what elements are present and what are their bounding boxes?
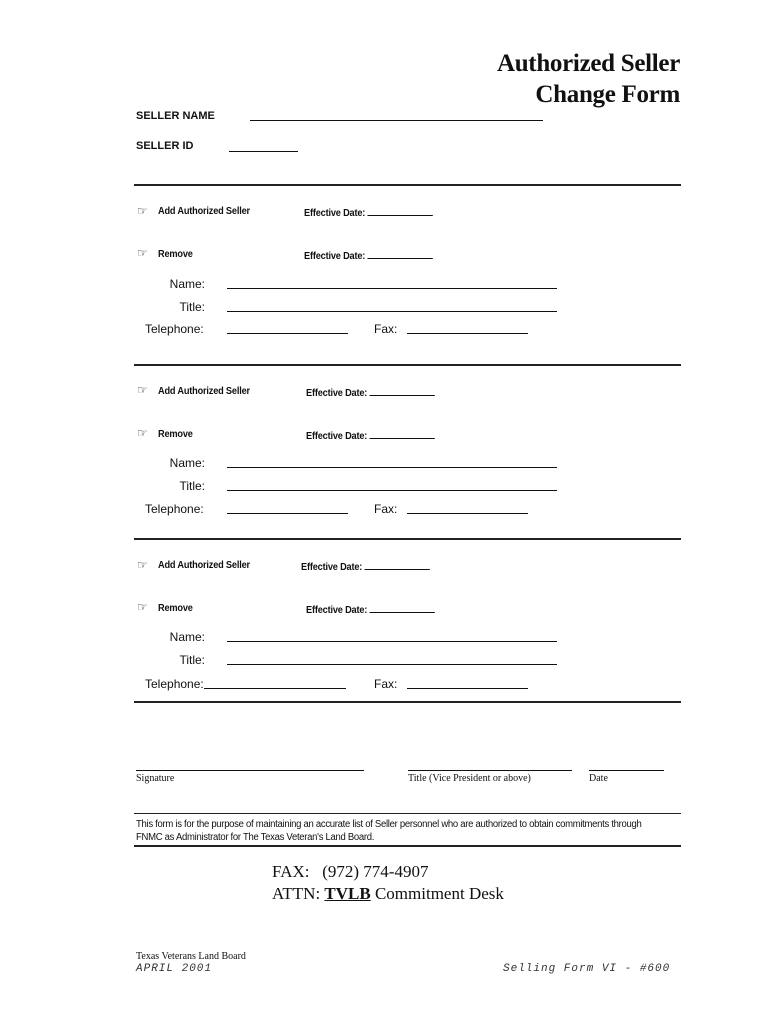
fax-label: Fax: <box>374 677 398 691</box>
effective-date-label: Effective Date: <box>301 560 430 573</box>
note-bottom-rule <box>134 845 681 847</box>
date-label: Date <box>589 773 608 784</box>
fax-label: Fax: <box>374 322 398 336</box>
signature-field[interactable] <box>136 770 364 771</box>
note-line-2: FNMC as Administrator for The Texas Veteran's Land Board. <box>136 832 375 843</box>
hand-pointer-icon[interactable]: ☞ <box>137 426 148 440</box>
effective-date-field[interactable] <box>368 249 433 259</box>
fax-number: (972) 774-4907 <box>322 862 429 881</box>
title-label: Title: <box>179 479 205 493</box>
section-divider <box>134 701 681 703</box>
hand-pointer-icon[interactable]: ☞ <box>137 558 148 572</box>
hand-pointer-icon[interactable]: ☞ <box>137 246 148 260</box>
fax-prefix: FAX: <box>272 862 310 881</box>
effective-date-field[interactable] <box>370 603 435 613</box>
signature-label: Signature <box>136 773 175 784</box>
date-field[interactable] <box>589 770 664 771</box>
effective-date-label: Effective Date: <box>306 603 435 616</box>
telephone-field[interactable] <box>204 688 346 689</box>
section-divider <box>134 184 681 186</box>
attn-desk: Commitment Desk <box>374 884 504 903</box>
note-line-1: This form is for the purpose of maintaining an accurate list of Seller personnel who are authorized to obtain commitments through <box>136 819 642 830</box>
hand-pointer-icon[interactable]: ☞ <box>137 600 148 614</box>
attn-org: TVLB <box>324 884 371 903</box>
title-line-2: Change Form <box>535 81 680 108</box>
effective-date-field[interactable] <box>370 386 435 396</box>
telephone-label: Telephone: <box>145 502 204 516</box>
effective-date-label: Effective Date: <box>304 249 433 262</box>
remove-label: Remove <box>158 603 193 614</box>
section-divider <box>134 364 681 366</box>
name-field[interactable] <box>227 288 557 289</box>
title-label: Title: <box>179 300 205 314</box>
telephone-field[interactable] <box>227 333 348 334</box>
effective-date-label: Effective Date: <box>306 386 435 399</box>
fax-contact <box>272 862 428 882</box>
fax-field[interactable] <box>407 513 528 514</box>
fax-field[interactable] <box>407 333 528 334</box>
effective-date-label: Effective Date: <box>304 206 433 219</box>
telephone-field[interactable] <box>227 513 348 514</box>
name-field[interactable] <box>227 467 557 468</box>
officer-title-field[interactable] <box>408 770 572 771</box>
title-field[interactable] <box>227 664 557 665</box>
hand-pointer-icon[interactable]: ☞ <box>137 204 148 218</box>
officer-title-label: Title (Vice President or above) <box>408 773 531 784</box>
seller-name-field[interactable] <box>250 120 543 121</box>
fax-field[interactable] <box>407 688 528 689</box>
remove-label: Remove <box>158 249 193 260</box>
title-field[interactable] <box>227 490 557 491</box>
add-seller-label: Add Authorized Seller <box>158 386 250 397</box>
seller-id-label: SELLER ID <box>136 140 194 152</box>
attn-prefix: ATTN: <box>272 884 321 903</box>
attn-contact <box>272 884 504 904</box>
effective-date-field[interactable] <box>370 429 435 439</box>
add-seller-label: Add Authorized Seller <box>158 560 250 571</box>
name-label: Name: <box>169 630 205 644</box>
add-seller-label: Add Authorized Seller <box>158 206 250 217</box>
remove-label: Remove <box>158 429 193 440</box>
footer-form-id: Selling Form VI - #600 <box>503 963 671 975</box>
effective-date-field[interactable] <box>365 560 430 570</box>
title-field[interactable] <box>227 311 557 312</box>
effective-date-field[interactable] <box>368 206 433 216</box>
note-top-rule <box>134 813 681 814</box>
name-label: Name: <box>169 456 205 470</box>
purpose-note <box>136 818 642 844</box>
title-label: Title: <box>179 653 205 667</box>
seller-name-label: SELLER NAME <box>136 110 215 122</box>
seller-id-field[interactable] <box>229 151 298 152</box>
effective-date-label: Effective Date: <box>306 429 435 442</box>
title-line-1: Authorized Seller <box>496 50 680 77</box>
telephone-label: Telephone: <box>145 322 204 336</box>
footer-org: Texas Veterans Land Board <box>136 951 246 962</box>
name-field[interactable] <box>227 641 557 642</box>
fax-label: Fax: <box>374 502 398 516</box>
name-label: Name: <box>169 277 205 291</box>
footer-date: APRIL 2001 <box>136 963 213 975</box>
section-divider <box>134 538 681 540</box>
hand-pointer-icon[interactable]: ☞ <box>137 383 148 397</box>
form-title <box>497 48 680 110</box>
telephone-label: Telephone: <box>145 677 204 691</box>
